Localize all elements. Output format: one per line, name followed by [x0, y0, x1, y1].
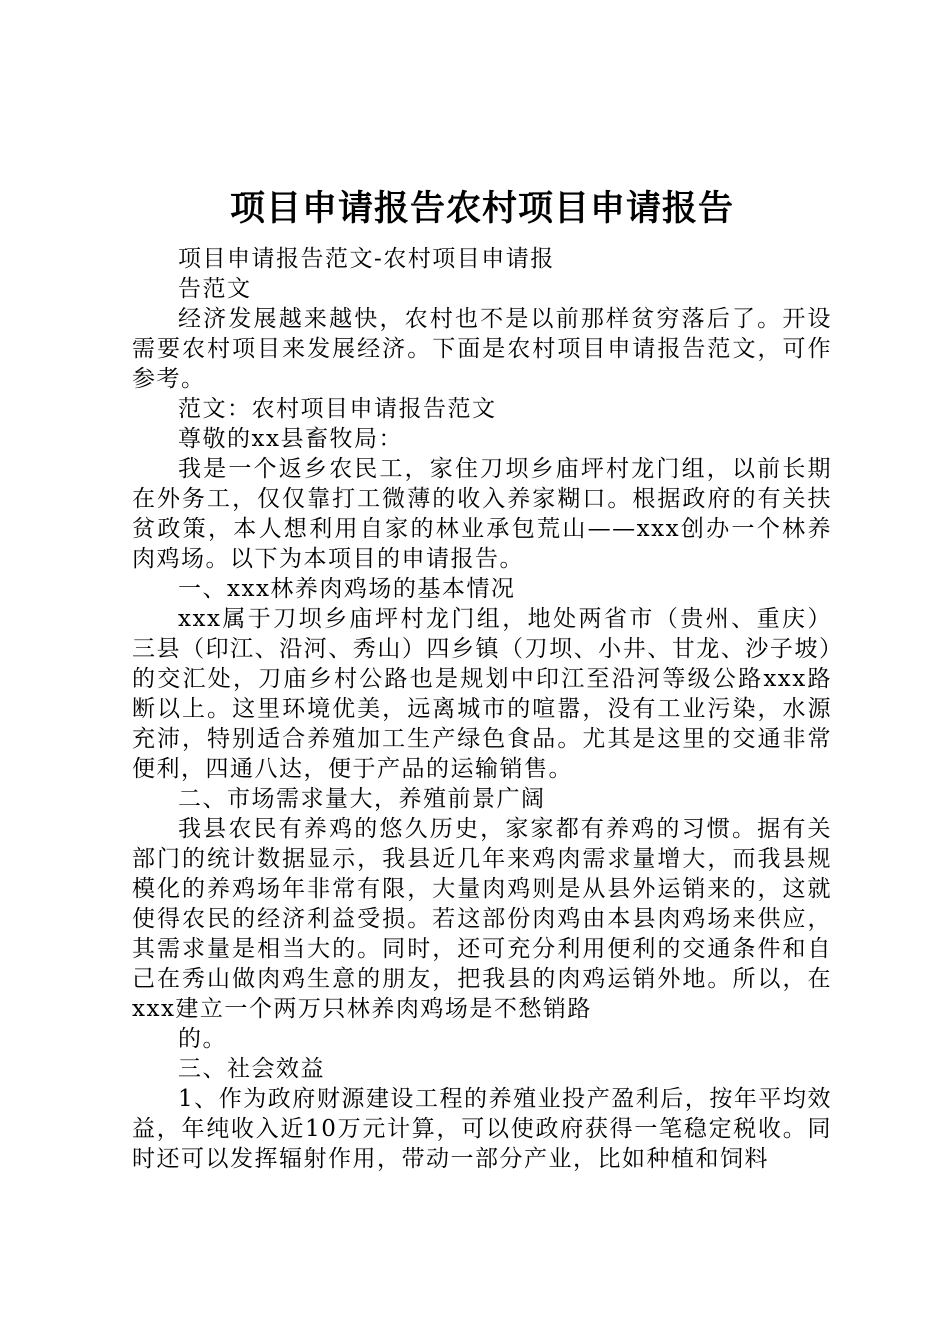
document-title: 项目申请报告农村项目申请报告 — [229, 188, 734, 229]
paragraph-market-end: 的。 — [178, 1026, 227, 1052]
section-heading-market: 二、市场需求量大，养殖前景广阔 — [178, 786, 546, 812]
section-heading-basic-info: 一、xxx林养肉鸡场的基本情况 — [178, 576, 516, 602]
paragraph-applicant-background: 我是一个返乡农民工，家住刀坝乡庙坪村龙门组，以前长期在外务工，仅仅靠打工微薄的收入养家糊口。根据政府的有关扶贫政策，本人想利用自家的林业承包荒山——xxx创办一个林养肉鸡场。以下为本项目的申请报告。 — [132, 456, 832, 572]
paragraph-subtitle-line1: 项目申请报告范文-农村项目申请报 — [178, 246, 555, 272]
paragraph-sample-heading: 范文：农村项目申请报告范文 — [178, 396, 497, 422]
paragraph-social-benefit-1: 1、作为政府财源建设工程的养殖业投产盈利后，按年平均效益，年纯收入近10万元计算，可以使政府获得一笔稳定税收。同时还可以发挥辐射作用，带动一部分产业，比如种植和饲料 — [132, 1086, 832, 1172]
paragraph-intro: 经济发展越来越快，农村也不是以前那样贫穷落后了。开设需要农村项目来发展经济。下面是农村项目申请报告范文，可作参考。 — [132, 306, 832, 392]
paragraph-basic-info: xxx属于刀坝乡庙坪村龙门组，地处两省市（贵州、重庆）三县（印江、沿河、秀山）四乡镇（刀坝、小井、甘龙、沙子坡）的交汇处，刀庙乡村公路也是规划中印江至沿河等级公路xxx路断以上。这里环境优美，远离城市的喧嚣，没有工业污染，水源充沛，特别适合养殖加工生产绿色食品。尤其是这里的交通非常便利，四通八达，便于产品的运输销售。 — [132, 606, 832, 782]
paragraph-salutation: 尊敬的xx县畜牧局： — [178, 426, 403, 452]
section-heading-social-benefit: 三、社会效益 — [178, 1056, 325, 1082]
paragraph-subtitle-line2: 告范文 — [178, 276, 252, 302]
paragraph-market: 我县农民有养鸡的悠久历史，家家都有养鸡的习惯。据有关部门的统计数据显示，我县近几年来鸡肉需求量增大，而我县规模化的养鸡场年非常有限，大量肉鸡则是从县外运销来的，这就使得农民的经济利益受损。若这部份肉鸡由本县肉鸡场来供应，其需求量是相当大的。同时，还可充分利用便利的交通条件和自己在秀山做肉鸡生意的朋友，把我县的肉鸡运销外地。所以，在xxx建立一个两万只林养肉鸡场是不愁销路 — [132, 816, 832, 1022]
document-page — [132, 184, 832, 1174]
